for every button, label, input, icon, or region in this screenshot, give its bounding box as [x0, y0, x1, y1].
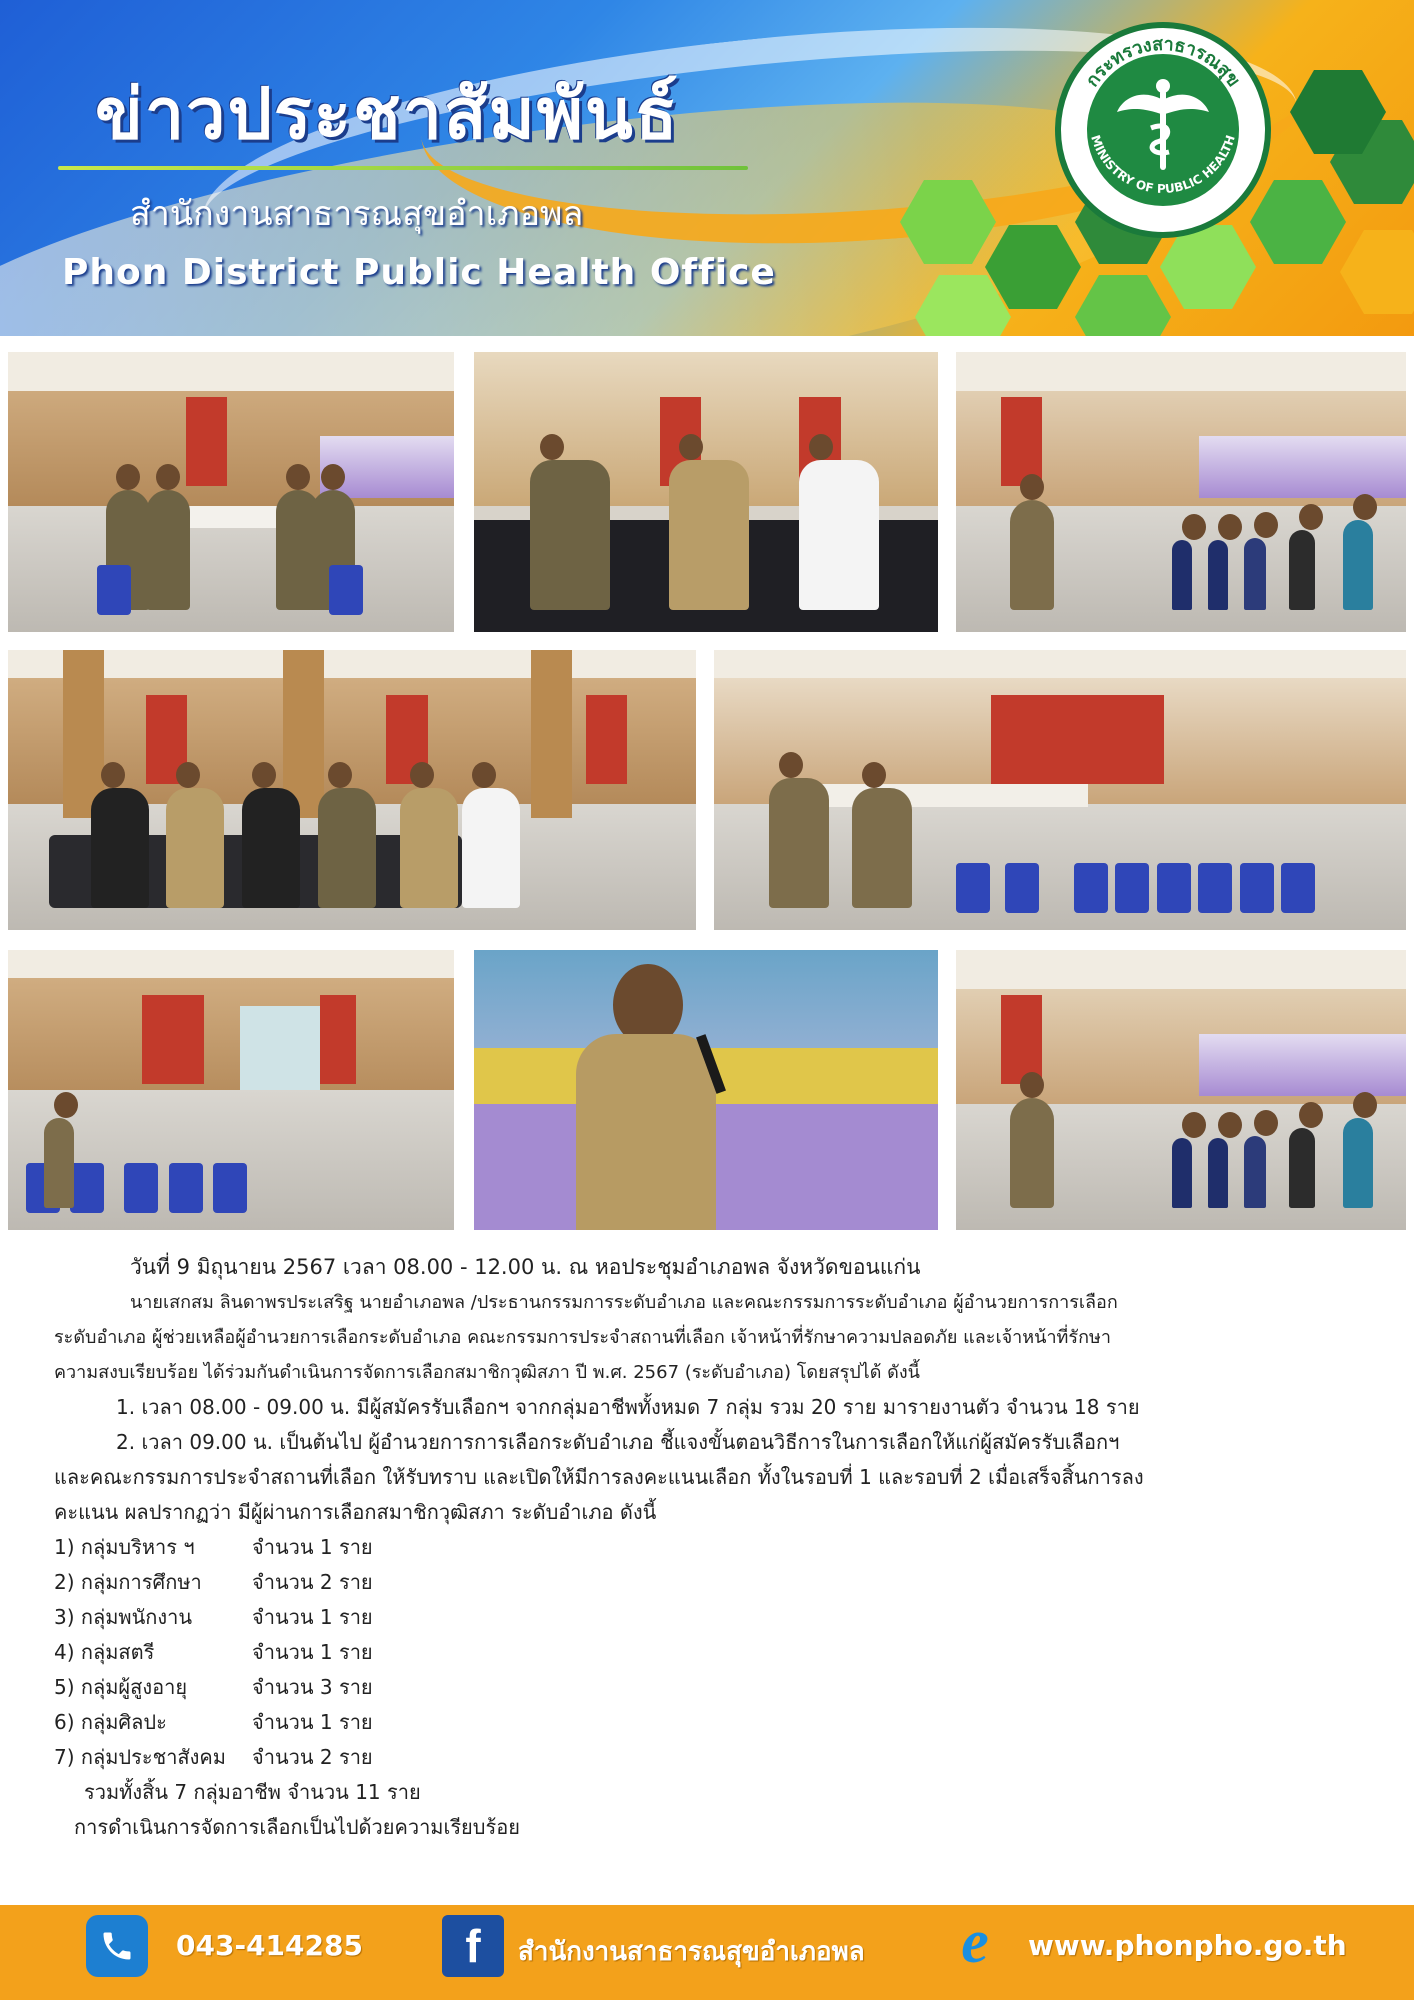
photo-hall-lineup-2 [956, 950, 1406, 1230]
group-count: จำนวน 1 ราย [252, 1535, 373, 1559]
photo-guests-on-sofas [8, 650, 696, 930]
group-name: 6) กลุ่มศิลปะ [54, 1710, 167, 1734]
photo-empty-hall [8, 950, 454, 1230]
list-item [54, 1740, 1364, 1775]
group-name: 5) กลุ่มผู้สูงอายุ [54, 1675, 188, 1699]
group-name: 3) กลุ่มพนักงาน [54, 1605, 193, 1629]
header-banner [0, 0, 1414, 336]
news-body [54, 1250, 1364, 1845]
photo-voting-tables [714, 650, 1406, 930]
date-line: วันที่ 9 มิถุนายน 2567 เวลา 08.00 - 12.00 น. ณ หอประชุมอำเภอพล จังหวัดขอนแก่น [130, 1255, 921, 1279]
intro-line-2: ระดับอำเภอ ผู้ช่วยเหลือผู้อำนวยการเลือกระดับอำเภอ คณะกรรมการประจำสถานที่เลือก เจ้าหน้าที่รักษาความปลอดภัย และเจ้าหน้าที่รักษา [54, 1327, 1111, 1348]
list-item [54, 1670, 1364, 1705]
photo-officers-at-table [8, 352, 454, 632]
phone-icon[interactable] [86, 1915, 148, 1977]
item-1: 1. เวลา 08.00 - 09.00 น. มีผู้สมัครรับเลือกฯ จากกลุ่มอาชีพทั้งหมด 7 กลุ่ม รวม 20 ราย มารายงานตัว จำนวน 18 ราย [116, 1395, 1140, 1419]
group-count: จำนวน 1 ราย [252, 1640, 373, 1664]
office-name-english: Phon District Public Health Office [62, 252, 776, 293]
website-link[interactable]: www.phonpho.go.th [1028, 1929, 1347, 1962]
group-name: 7) กลุ่มประชาสังคม [54, 1745, 226, 1769]
group-count: จำนวน 1 ราย [252, 1710, 373, 1734]
internet-explorer-icon[interactable]: e [961, 1907, 989, 1976]
group-name: 4) กลุ่มสตรี [54, 1640, 155, 1664]
item-2-line-3: คะแนน ผลปรากฏว่า มีผู้ผ่านการเลือกสมาชิกวุฒิสภา ระดับอำเภอ ดังนี้ [54, 1500, 657, 1524]
item-2-line-1: 2. เวลา 09.00 น. เป็นต้นไป ผู้อำนวยการการเลือกระดับอำเภอ ชี้แจงขั้นตอนวิธีการในการเลือกให้แก่ผู้สมัครรับเลือกฯ [116, 1430, 1120, 1454]
facebook-icon[interactable]: f [442, 1915, 504, 1977]
list-item [54, 1530, 1364, 1565]
footer-contact-bar [0, 1893, 1414, 2000]
summary-line: รวมทั้งสิ้น 7 กลุ่มอาชีพ จำนวน 11 ราย [84, 1780, 421, 1804]
list-item [54, 1565, 1364, 1600]
page-title: ข่าวประชาสัมพันธ์ [95, 73, 680, 155]
group-count: จำนวน 2 ราย [252, 1745, 373, 1769]
list-item [54, 1705, 1364, 1740]
title-underline [58, 166, 748, 170]
list-item [54, 1600, 1364, 1635]
seal-text-bottom: MINISTRY OF PUBLIC HEALTH [1088, 133, 1238, 197]
photo-officials-seated [474, 352, 938, 632]
group-count: จำนวน 1 ราย [252, 1605, 373, 1629]
list-item [54, 1635, 1364, 1670]
photo-hall-lineup [956, 352, 1406, 632]
group-name: 1) กลุ่มบริหาร ฯ [54, 1535, 195, 1559]
group-name: 2) กลุ่มการศึกษา [54, 1570, 202, 1594]
phone-number[interactable]: 043-414285 [176, 1929, 363, 1962]
photo-speaker-with-microphone [474, 950, 938, 1230]
office-name-thai: สำนักงานสาธารณสุขอำเภอพล [130, 194, 584, 234]
closing-line: การดำเนินการจัดการเลือกเป็นไปด้วยความเรียบร้อย [74, 1815, 520, 1839]
intro-line-3: ความสงบเรียบร้อย ได้ร่วมกันดำเนินการจัดการเลือกสมาชิกวุฒิสภา ปี พ.ศ. 2567 (ระดับอำเภอ) โดยสรุปได้ ดังนี้ [54, 1362, 920, 1383]
group-count: จำนวน 3 ราย [252, 1675, 373, 1699]
seal-text-top: กระทรวงสาธารณสุข [1081, 33, 1245, 91]
facebook-page-name[interactable]: สำนักงานสาธารณสุขอำเภอพล [518, 1937, 865, 1967]
group-count: จำนวน 2 ราย [252, 1570, 373, 1594]
ministry-seal-logo [1055, 22, 1271, 238]
item-2-line-2: และคณะกรรมการประจำสถานที่เลือก ให้รับทราบ และเปิดให้มีการลงคะแนนเลือก ทั้งในรอบที่ 1 และรอบที่ 2 เมื่อเสร็จสิ้นการลง [54, 1465, 1144, 1489]
caduceus-icon [1117, 79, 1209, 170]
intro-line-1: นายเสกสม ลินดาพรประเสริฐ นายอำเภอพล /ประธานกรรมการระดับอำเภอ และคณะกรรมการระดับอำเภอ ผู้อำนวยการการเลือก [130, 1292, 1118, 1313]
